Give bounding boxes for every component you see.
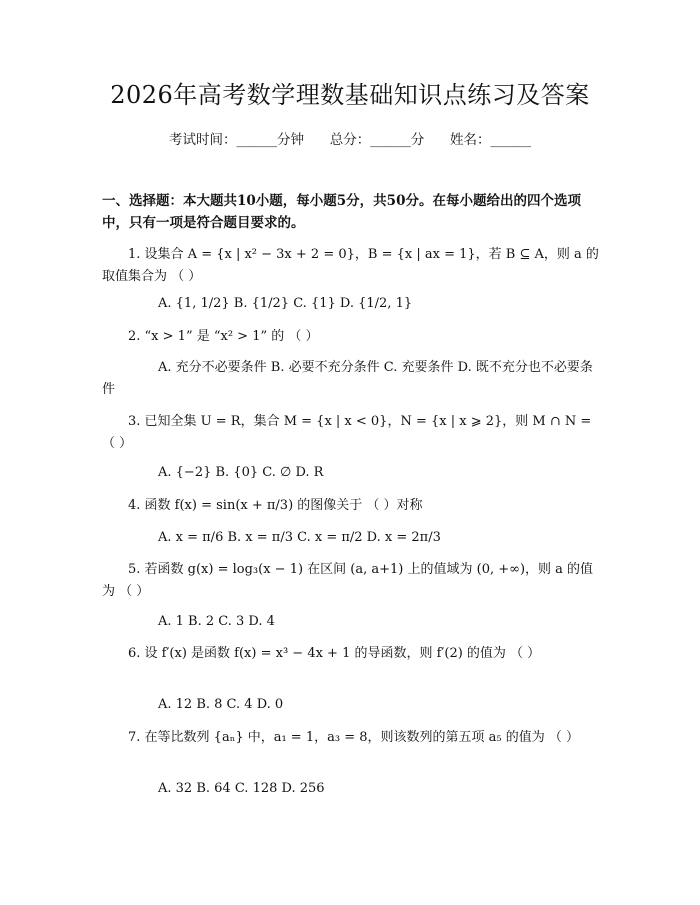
question-3-stem: 3. 已知全集 U = R，集合 M = {x | x < 0}，N = {x | x ⩾ 2}，则 M ∩ N = （ ） [102, 414, 592, 451]
question-2-stem: 2. “x > 1” 是 “x² > 1” 的 （ ） [128, 329, 319, 344]
document-title: 2026年高考数学理数基础知识点练习及答案 [110, 81, 590, 109]
question-1-stem: 1. 设集合 A = {x | x² − 3x + 2 = 0}，B = {x | ax = 1}，若 B ⊆ A，则 a 的取值集合为 （ ） [102, 247, 599, 284]
question-5-options: A. 1 B. 2 C. 3 D. 4 [158, 614, 275, 629]
question-7-options: A. 32 B. 64 C. 128 D. 256 [158, 781, 325, 796]
question-2-options: A. 充分不必要条件 B. 必要不充分条件 C. 充要条件 D. 既不充分也不必要条件 [102, 360, 593, 397]
question-5-stem: 5. 若函数 g(x) = log₃(x − 1) 在区间 (a, a+1) 上的值域为 (0, +∞)，则 a 的值为 （ ） [102, 562, 594, 599]
section-header: 一、选择题：本大题共10小题，每小题5分，共50分。在每小题给出的四个选项中，只有一项是符合题目要求的。 [102, 193, 581, 231]
question-1-options: A. {1, 1/2} B. {1/2} C. {1} D. {1/2, 1} [158, 296, 413, 311]
question-4-options: A. x = π/6 B. x = π/3 C. x = π/2 D. x = 2π/3 [158, 530, 441, 545]
question-4-stem: 4. 函数 f(x) = sin(x + π/3) 的图像关于 （ ）对称 [128, 498, 423, 513]
exam-info-line: 考试时间：______分钟 总分：______分 姓名：______ [169, 132, 531, 148]
question-3-options: A. {−2} B. {0} C. ∅ D. R [158, 465, 324, 480]
question-6-options: A. 12 B. 8 C. 4 D. 0 [158, 697, 284, 712]
question-6-stem: 6. 设 f′(x) 是函数 f(x) = x³ − 4x + 1 的导函数，则 f′(2) 的值为 （ ） [128, 646, 541, 661]
question-7-stem: 7. 在等比数列 {aₙ} 中，a₁ = 1，a₃ = 8，则该数列的第五项 a₅ 的值为 （ ） [128, 730, 579, 745]
